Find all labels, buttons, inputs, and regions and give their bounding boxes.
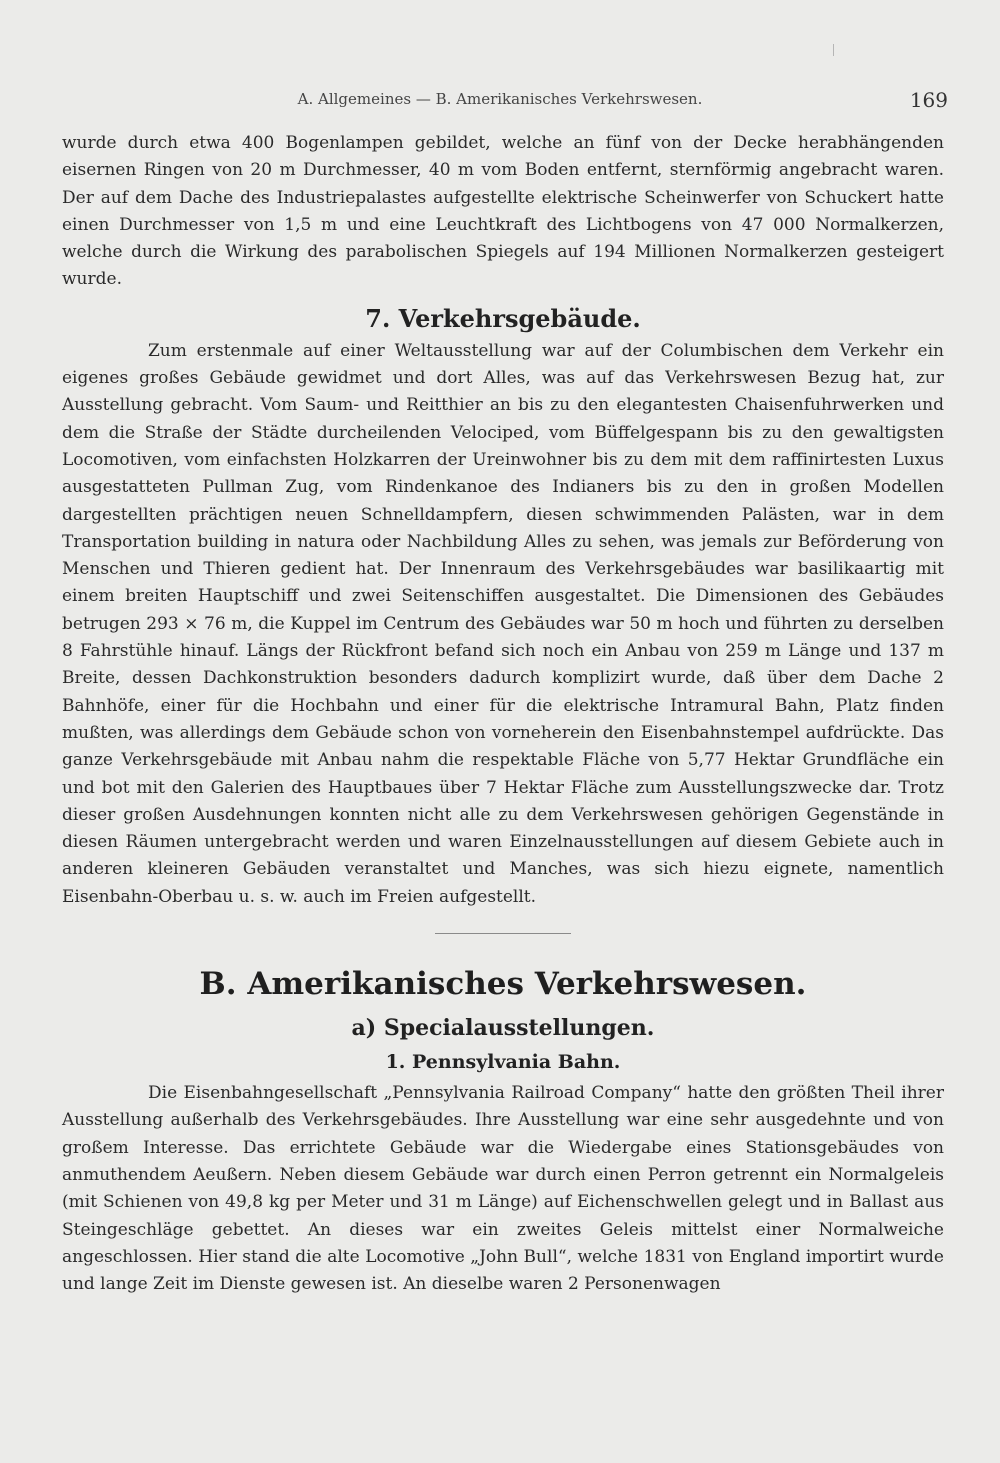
margin-mark — [833, 44, 834, 56]
running-head: A. Allgemeines — B. Amerikanisches Verkehrswesen. — [297, 90, 703, 108]
paragraph-verkehrsgebaeude: Zum erstenmale auf einer Weltausstellung war auf der Columbischen dem Verkehr ein eigenes großes Gebäude gewidmet und dort Alles, was auf das Verkehrswesen Bezug hat, zur Ausstellung gebracht. Vom Saum- und Reitthier an bis zu den elegantesten Chaisenfuhrwerken und dem die Straße der Städte durcheilenden Velociped, vom Büffelgespann bis zu den gewaltigsten Locomotiven, vom einfachsten Holzkarren der Ureinwohner bis zu dem mit dem raffinirtesten Luxus ausgestatteten Pullman Zug, vom Rindenkanoe des Indianers bis zu den in großen Modellen dargestellten prächtigen neuen Schnelldampfern, diesen schwimmenden Palästen, war in dem Transportation building in natura oder Nachbildung Alles zu sehen, was jemals zur Beförderung von Menschen und Thieren gedient hat. Der Innenraum des Verkehrsgebäudes war basilikaartig mit einem breiten Hauptschiff und zwei Seitenschiffen ausgestaltet. Die Dimensionen des Gebäudes betrugen 293 × 76 m, die Kuppel im Centrum des Gebäudes war 50 m hoch und führten zu derselben 8 Fahrstühle hinauf. Längs der Rückfront befand sich noch ein Anbau von 259 m Länge und 137 m Breite, dessen Dachkonstruktion besonders dadurch komplizirt wurde, daß über dem Dache 2 Bahnhöfe, einer für die Hochbahn und einer für die elektrische Intramural Bahn, Platz finden mußten, was allerdings dem Gebäude schon von vorneherein den Eisenbahnstempel aufdrückte. Das ganze Verkehrsgebäude mit Anbau nahm die respektable Fläche von 5,77 Hektar Grundfläche ein und bot mit den Galerien des Hauptbaues über 7 Hektar Fläche zum Ausstellungszwecke dar. Trotz dieser großen Ausdehnungen konnten nicht alle zu dem Verkehrswesen gehörigen Gegenstände in diesen Räumen untergebracht werden und waren Einzelnausstellungen auf diesem Gebiete auch in anderen kleineren Gebäuden veranstaltet und Manches, was sich hiezu eignete, namentlich Eisenbahn-Oberbau u. s. w. auch im Freien aufgestellt. — [62, 340, 944, 907]
paragraph-pennsylvania: Die Eisenbahngesellschaft „Pennsylvania Railroad Company“ hatte den größten Theil ihrer Ausstellung außerhalb des Verkehrsgebäudes. Ihre Ausstellung war eine sehr ausgedehnte und von großem Interesse. Das errichtete Gebäude war die Wiedergabe eines Stationsgebäudes von anmuthendem Aeußern. Neben diesem Gebäude war durch einen Perron getrennt ein Normalgeleis (mit Schienen von 49,8 kg per Meter und 31 m Länge) auf Eichenschwellen gelegt und in Ballast aus Steingeschläge gebettet. An dieses war ein zweites Geleis mittelst einer Normalweiche angeschlossen. Hier stand die alte Locomotive „John Bull“, welche 1831 von England importirt wurde und lange Zeit im Dienste gewesen ist. An dieselbe waren 2 Personenwagen — [62, 1083, 944, 1295]
subsection-heading: a) Specialausstellungen. — [351, 1015, 655, 1042]
section-heading: 7. Verkehrsgebäude. — [365, 303, 641, 333]
part-heading: B. Amerikanisches Verkehrswesen. — [199, 966, 807, 1003]
page-number: 169 — [909, 88, 948, 112]
section-divider — [435, 933, 571, 934]
page-header — [0, 90, 1000, 114]
subsubsection-heading: 1. Pennsylvania Bahn. — [385, 1051, 621, 1074]
paragraph-continued: wurde durch etwa 400 Bogenlampen gebildet, welche an fünf von der Decke herabhängenden eisernen Ringen von 20 m Durchmesser, 40 m vom Boden entfernt, sternförmig angebracht waren. Der auf dem Dache des Industriepalastes aufgestellte elektrische Scheinwerfer von Schuckert hatte einen Durchmesser von 1,5 m und eine Leuchtkraft des Lichtbogens von 47 000 Normalkerzen, welche durch die Wirkung des parabolischen Spiegels auf 194 Millionen Normalkerzen gesteigert wurde. — [62, 133, 944, 290]
body-text — [62, 130, 944, 1298]
